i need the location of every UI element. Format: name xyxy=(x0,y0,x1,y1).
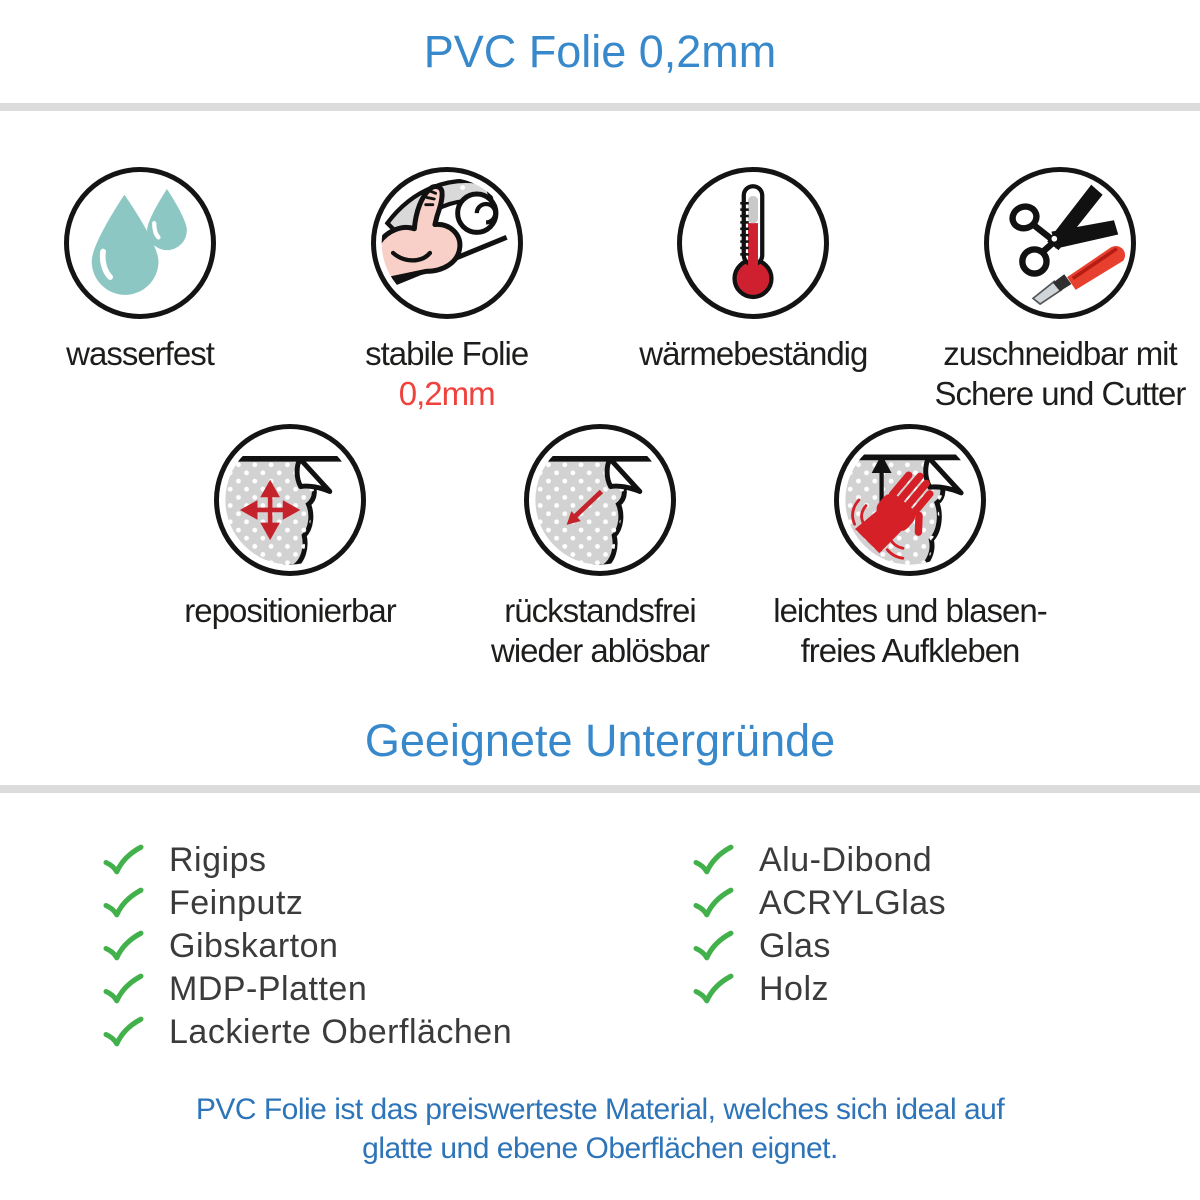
feature-circle xyxy=(984,167,1136,319)
list-item xyxy=(103,925,623,968)
feature-label-line1: repositionierbar xyxy=(184,592,396,629)
feature-label-line1: stabile Folie xyxy=(365,335,529,372)
list-item xyxy=(103,1011,623,1054)
feature-label-line2: wieder ablösbar xyxy=(491,632,709,669)
surface-label: Holz xyxy=(759,970,830,1008)
surfaces-list xyxy=(0,839,1200,1054)
feature-row-2 xyxy=(150,424,1050,671)
feature-stabile-folie xyxy=(307,167,587,414)
list-item xyxy=(103,839,623,882)
surface-label: Alu-Dibond xyxy=(759,841,933,879)
peel-off-film-icon xyxy=(529,425,671,575)
feature-repositionierbar xyxy=(150,424,430,671)
feature-label xyxy=(365,334,528,414)
green-checkmark-icon xyxy=(103,973,144,1006)
feature-label xyxy=(935,334,1186,414)
feature-wasserfest xyxy=(0,167,280,414)
surfaces-heading: Geeignete Untergründe xyxy=(364,715,836,766)
green-checkmark-icon xyxy=(693,973,734,1006)
green-checkmark-icon xyxy=(103,887,144,920)
feature-row-1 xyxy=(0,167,1200,414)
feature-label xyxy=(66,334,214,374)
feature-circle xyxy=(214,424,366,576)
feature-circle xyxy=(371,167,523,319)
water-drops-icon xyxy=(69,168,211,318)
green-checkmark-icon xyxy=(103,930,144,963)
feature-label-line1: zuschneidbar mit xyxy=(943,335,1177,372)
list-item xyxy=(693,925,946,968)
feature-label-line1: wärmebeständig xyxy=(639,335,868,372)
surface-label: Rigips xyxy=(169,841,267,879)
thermometer-icon xyxy=(682,168,824,318)
feature-circle xyxy=(524,424,676,576)
scissors-cutter-icon xyxy=(989,168,1131,318)
feature-label-line1: wasserfest xyxy=(66,335,214,372)
footer-line1: PVC Folie ist das preiswerteste Material, welches sich ideal auf xyxy=(195,1093,1005,1126)
feature-zuschneidbar xyxy=(920,167,1200,414)
list-item xyxy=(103,882,623,925)
surface-label: MDP-Platten xyxy=(169,970,368,1008)
divider-top xyxy=(0,103,1200,111)
green-checkmark-icon xyxy=(693,930,734,963)
divider-surfaces xyxy=(0,785,1200,793)
feature-label-line1: rückstandsfrei xyxy=(504,592,696,629)
feature-circle xyxy=(64,167,216,319)
feature-label-line2: Schere und Cutter xyxy=(934,375,1186,412)
footer-line2: glatte und ebene Oberflächen eignet. xyxy=(362,1132,838,1165)
list-item xyxy=(693,882,946,925)
feature-label xyxy=(491,591,709,671)
reposition-film-icon xyxy=(219,425,361,575)
list-item xyxy=(693,839,946,882)
surface-label: Gibskarton xyxy=(169,927,339,965)
footer-note xyxy=(0,1090,1200,1168)
list-item xyxy=(693,968,946,1011)
surface-label: ACRYLGlas xyxy=(759,884,947,922)
feature-label xyxy=(639,334,867,374)
feature-blasenfrei xyxy=(770,424,1050,671)
feature-label-line1: leichtes und blasen- xyxy=(773,592,1047,629)
feature-waermebestaendig xyxy=(613,167,893,414)
feature-label xyxy=(184,591,395,631)
surfaces-column-left xyxy=(103,839,623,1054)
surfaces-column-right xyxy=(693,839,946,1054)
surface-label: Feinputz xyxy=(169,884,304,922)
feature-circle xyxy=(834,424,986,576)
green-checkmark-icon xyxy=(693,844,734,877)
muscle-arm-film-icon xyxy=(376,168,518,318)
green-checkmark-icon xyxy=(693,887,734,920)
feature-circle xyxy=(677,167,829,319)
green-checkmark-icon xyxy=(103,844,144,877)
surface-label: Glas xyxy=(759,927,831,965)
green-checkmark-icon xyxy=(103,1016,144,1049)
surface-label: Lackierte Oberflächen xyxy=(169,1013,513,1051)
feature-rueckstandsfrei xyxy=(460,424,740,671)
feature-sublabel: 0,2mm xyxy=(398,375,495,412)
feature-label-line2: freies Aufkleben xyxy=(800,632,1020,669)
feature-label xyxy=(773,591,1047,671)
smooth-apply-film-icon xyxy=(839,425,981,575)
list-item xyxy=(103,968,623,1011)
page-title: PVC Folie 0,2mm xyxy=(423,26,777,77)
